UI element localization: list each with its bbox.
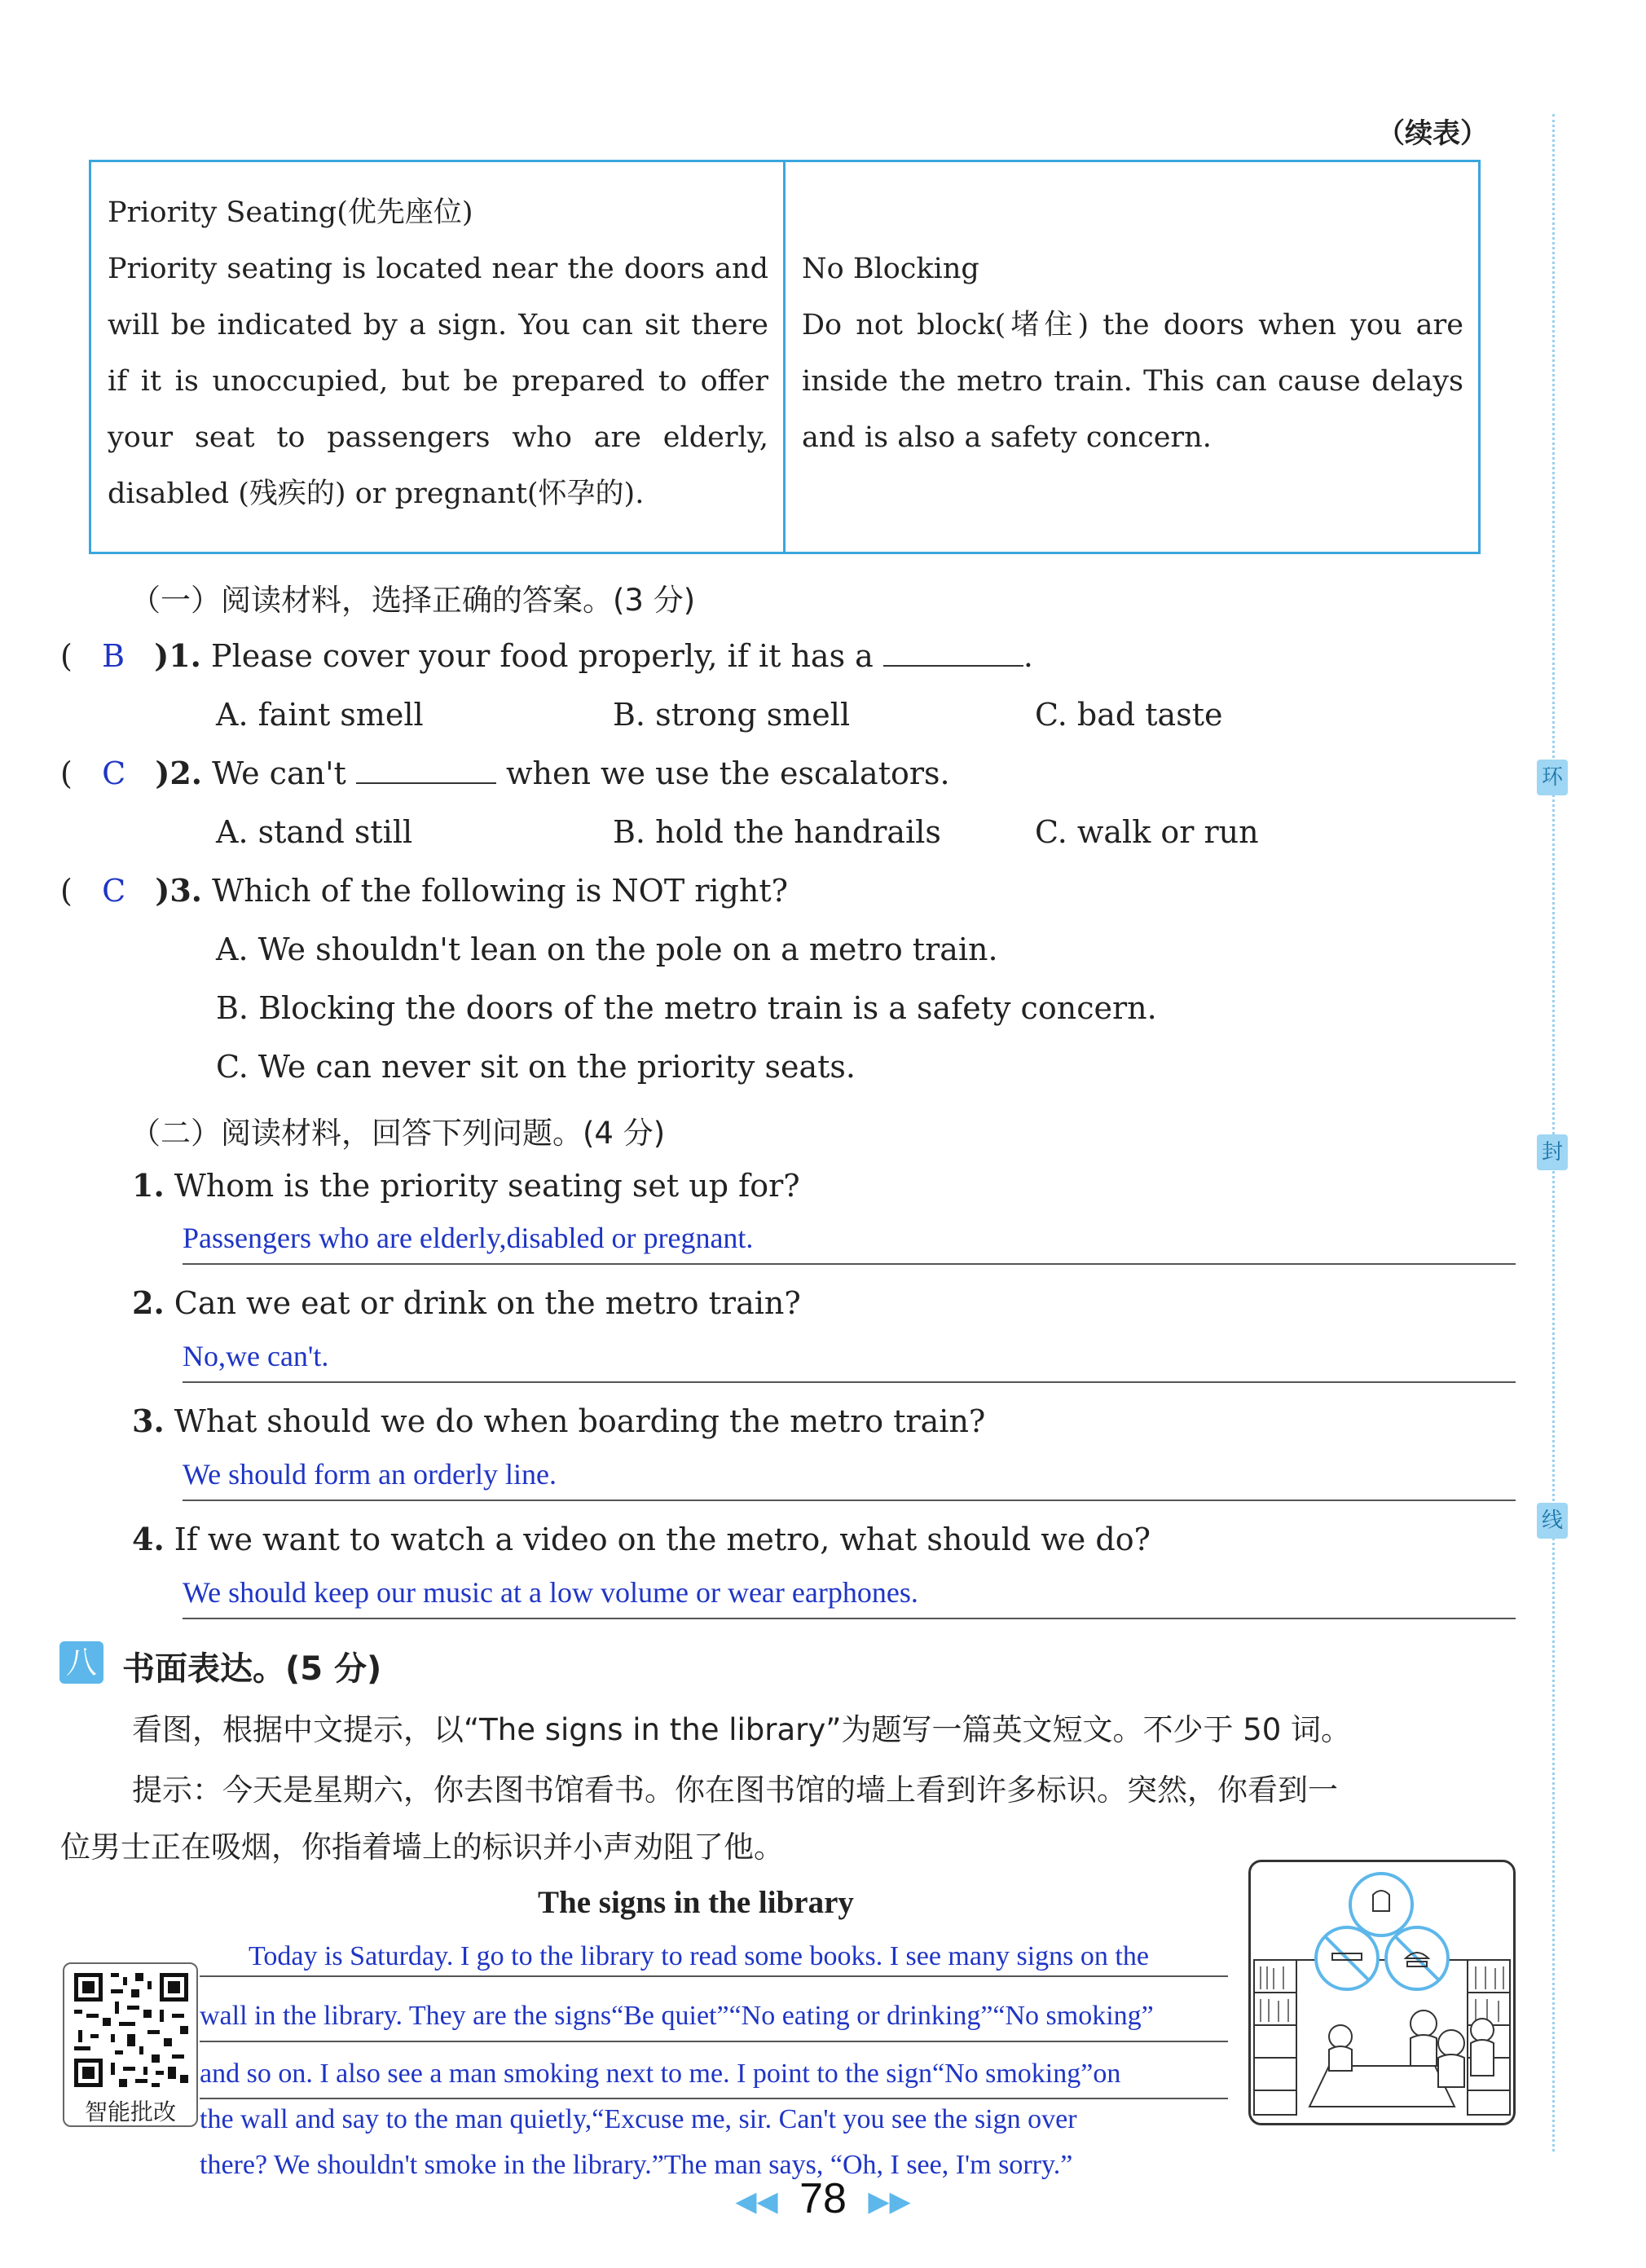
qr-code-icon [70,1969,192,2091]
section8-instruction: 看图，根据中文提示，以“The signs in the library”为题写一篇英文短文。不少于 50 词。 [132,1712,1352,1747]
question-open-3 [132,1401,985,1442]
binding-line [1552,114,1555,2151]
cell-body: Priority seating is located near the doors and will be indicated by a sign. You can sit there if it is unoccupied, but be prepared to offer your seat to passengers who are elderly, disabled (残疾的) or pregnant(怀孕的). [108,253,768,510]
answer-letter: C [102,873,126,909]
side-tag-huan: 环 [1537,760,1568,795]
question-number: )1. [154,637,201,674]
essay-title: The signs in the library [538,1885,854,1920]
table-cell-no-blocking [786,162,1478,552]
section8-heading: 书面表达。(5 分) [122,1650,382,1688]
essay-line-rule [200,2098,1228,2099]
handwritten-answer: We should form an orderly line. [183,1458,557,1491]
question-text: If we want to watch a video on the metro, what should we do? [174,1522,1151,1557]
info-table [89,160,1481,554]
cell-title: Priority Seating(优先座位) [108,196,473,229]
question-open-1 [132,1165,800,1206]
next-arrow-icon: ▶▶ [868,2186,911,2217]
essay-line-3: and so on. I also see a man smoking next to me. I point to the sign“No smoking”on [200,2059,1121,2089]
essay-line-rule [200,1975,1228,1977]
page-number-text: 78 [799,2175,847,2222]
question-open-4 [132,1519,1151,1560]
question-text: What should we do when boarding the metro train? [174,1403,986,1439]
question-stem-end: . [1023,638,1034,674]
essay-line-2: wall in the library. They are the signs“Be quiet”“No eating or drinking”“No smoking” [200,2001,1154,2031]
answer-line [183,1381,1516,1383]
essay-line-rule [200,2041,1228,2042]
part1-heading: （一）阅读材料，选择正确的答案。(3 分) [130,583,696,618]
question-stem: Which of the following is NOT right? [212,873,788,909]
table-cell-priority-seating [91,162,786,552]
side-tag-xian: 线 [1537,1503,1568,1539]
option-c: C. bad taste [1035,697,1223,733]
question-number: )2. [155,755,203,791]
option-b: B. strong smell [613,697,851,733]
option-b: B. Blocking the doors of the metro train is a safety concern. [216,990,1157,1026]
question-open-2 [132,1283,801,1323]
cell-body: Do not block(堵住) the doors when you are inside the metro train. This can cause delays and is also a safety concern. [802,309,1463,454]
handwritten-answer: No,we can't. [183,1340,329,1372]
question-number: 1. [132,1167,165,1204]
option-b: B. hold the handrails [613,814,941,850]
question-number: 3. [132,1403,165,1439]
question-stem-end: when we use the escalators. [505,755,950,791]
answer-blank [883,636,1023,667]
question-number: )3. [155,872,203,909]
cell-title: No Blocking [802,253,979,285]
essay-line-5: there? We shouldn't smoke in the library.”The man says, “Oh, I see, I'm sorry.” [200,2150,1073,2180]
section-badge: 八 [59,1641,103,1684]
section8-hint-line2: 位男士正在吸烟，你指着墙上的标识并小声劝阻了他。 [60,1830,784,1865]
question-text: Whom is the priority seating set up for? [174,1168,800,1204]
part2-heading: （二）阅读材料，回答下列问题。(4 分) [130,1116,666,1151]
answer-line [183,1263,1516,1265]
answer-letter: C [102,755,126,791]
option-a: A. We shouldn't lean on the pole on a metro train. [216,931,998,967]
question-number: 4. [132,1521,165,1557]
page-number [684,2174,962,2223]
essay-line-1: Today is Saturday. I go to the library to read some books. I see many signs on the [249,1941,1149,1971]
option-c: C. We can never sit on the priority seats. [216,1049,856,1085]
question-stem: Please cover your food properly, if it has a [211,638,874,674]
handwritten-answer: Passengers who are elderly,disabled or pregnant. [183,1222,754,1254]
answer-blank [356,753,496,784]
question-number: 2. [132,1284,165,1321]
question-3: ( C )3. Which of the following is NOT right? [60,872,788,909]
answer-line [183,1500,1516,1501]
prev-arrow-icon: ◀◀ [735,2186,778,2217]
option-a: A. faint smell [216,697,424,733]
question-1: ( B )1. Please cover your food properly, if it has a . [60,637,1034,674]
handwritten-answer: We should keep our music at a low volume or wear earphones. [183,1576,918,1609]
answer-line [183,1618,1516,1619]
option-a: A. stand still [216,814,413,850]
continued-label: （续表） [1377,117,1488,150]
side-tag-feng: 封 [1537,1134,1568,1170]
library-scene-icon [1251,1862,1513,2123]
library-illustration [1248,1860,1516,2125]
qr-caption: 智能批改 [84,2098,176,2125]
question-2: ( C )2. We can't when we use the escalators. [60,755,950,791]
option-c: C. walk or run [1035,814,1259,850]
question-stem: We can't [212,755,346,791]
section8-hint-line1: 提示：今天是星期六，你去图书馆看书。你在图书馆的墙上看到许多标识。突然，你看到一 [132,1773,1338,1808]
question-text: Can we eat or drink on the metro train? [174,1285,801,1321]
qr-code-panel[interactable] [63,1962,198,2127]
essay-line-4: the wall and say to the man quietly,“Excuse me, sir. Can't you see the sign over [200,2104,1077,2134]
answer-letter: B [102,638,125,674]
